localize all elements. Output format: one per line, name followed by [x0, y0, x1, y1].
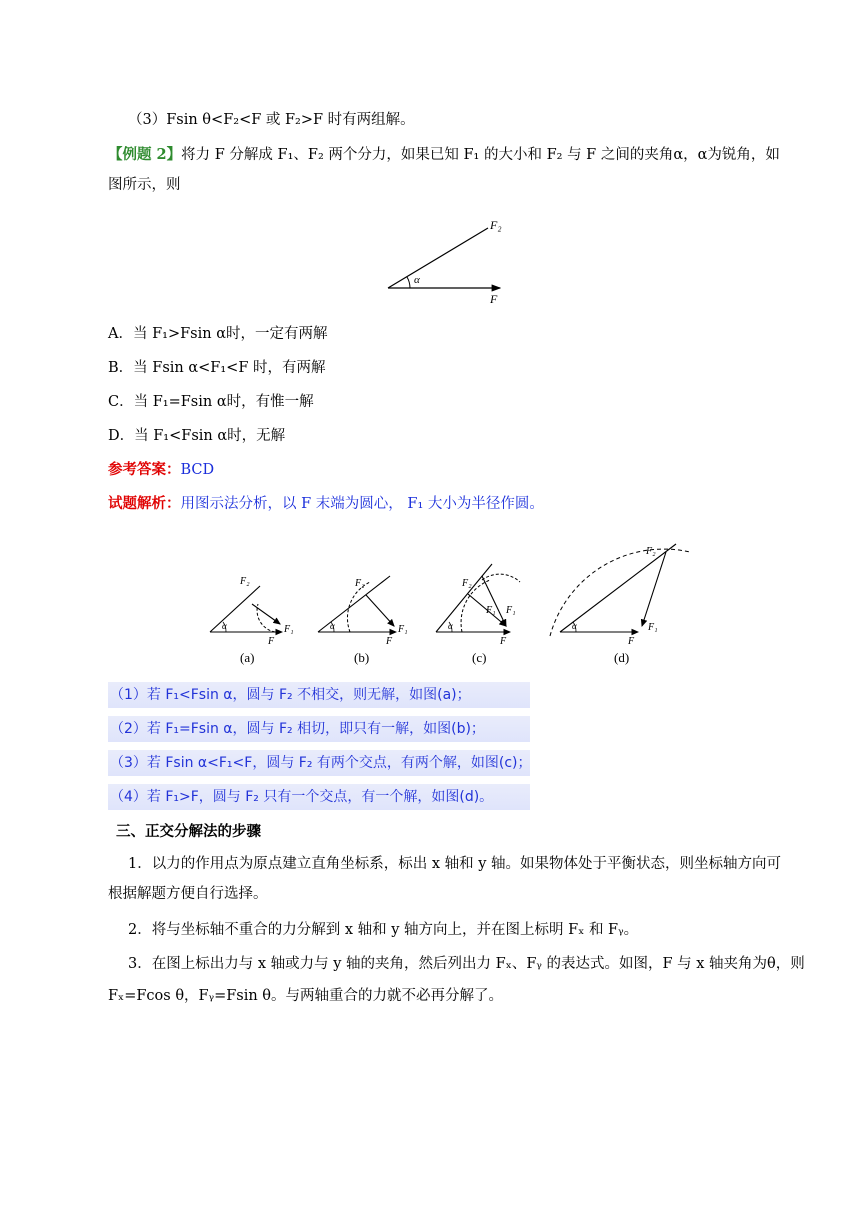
- svg-text:α: α: [330, 621, 335, 631]
- example-tag: 【例题 2】: [108, 146, 182, 163]
- svg-text:F₂: F₂: [240, 576, 250, 587]
- example-2-line2: 图所示，则: [108, 177, 181, 193]
- svg-text:F₁: F₁: [284, 624, 294, 635]
- line-condition-3: （3）Fsin θ<F₂<F 或 F₂>F 时有两组解。: [128, 112, 415, 128]
- svg-text:F₂: F₂: [355, 578, 365, 589]
- section-heading: 三、正交分解法的步骤: [116, 824, 261, 840]
- option-a: A．当 F₁>Fsin α时，一定有两解: [108, 326, 328, 342]
- svg-text:F: F: [268, 636, 275, 647]
- analysis-value: 用图示法分析，以 F 末端为圆心， F₁ 大小为半径作圆。: [180, 496, 544, 512]
- svg-text:F₁: F₁: [648, 622, 658, 633]
- figure-b: [318, 576, 408, 665]
- label-d: (d): [614, 650, 630, 665]
- alpha-arc: [407, 277, 410, 288]
- svg-text:F₁: F₁: [506, 605, 516, 616]
- figure-d: [550, 544, 690, 665]
- svg-text:α: α: [222, 621, 227, 631]
- svg-text:α: α: [448, 621, 453, 631]
- step-1-line2: 根据解题方便自行选择。: [108, 886, 268, 902]
- f2-line: [388, 228, 488, 288]
- example-text-1: 将力 F 分解成 F₁、F₂ 两个分力，如果已知 F₁ 的大小和 F₂ 与 F 之间的夹角α，α为锐角，如: [181, 147, 780, 163]
- analysis-label: 试题解析：: [108, 495, 181, 512]
- f-label: F: [490, 292, 498, 306]
- angle-figure: [380, 212, 520, 308]
- label-c: (c): [472, 650, 487, 665]
- analysis-line: [108, 494, 544, 514]
- svg-text:F: F: [500, 636, 507, 647]
- case-1: （1）若 F₁<Fsin α，圆与 F₂ 不相交，则无解，如图(a)；: [108, 682, 530, 708]
- solution-figures: [200, 536, 700, 670]
- svg-text:F₁: F₁: [486, 605, 496, 616]
- option-d: D．当 F₁<Fsin α时，无解: [108, 428, 286, 444]
- f2-label: F₂: [490, 218, 502, 232]
- case-4: （4）若 F₁>F，圆与 F₂ 只有一个交点，有一个解，如图(d)。: [108, 784, 530, 810]
- figure-c: [436, 564, 520, 665]
- svg-text:F₂: F₂: [646, 546, 656, 557]
- answer-label: 参考答案：: [108, 461, 181, 478]
- svg-text:F: F: [628, 636, 635, 647]
- option-b: B．当 Fsin α<F₁<F 时，有两解: [108, 360, 326, 376]
- answer-line: [108, 460, 214, 480]
- svg-text:F₁: F₁: [398, 624, 408, 635]
- step-3-line1: 3．在图上标出力与 x 轴或力与 y 轴的夹角，然后列出力 Fₓ、Fᵧ 的表达式。如图，F 与 x 轴夹角为θ，则: [128, 956, 805, 972]
- alpha-label: α: [414, 274, 420, 286]
- svg-text:α: α: [572, 621, 577, 631]
- example-2-line1: [108, 145, 780, 165]
- svg-text:F: F: [386, 636, 393, 647]
- svg-text:F₂: F₂: [462, 578, 472, 589]
- step-3-line2: Fₓ=Fcos θ，Fᵧ=Fsin θ。与两轴重合的力就不必再分解了。: [108, 988, 504, 1004]
- step-2: 2．将与坐标轴不重合的力分解到 x 轴和 y 轴方向上，并在图上标明 Fₓ 和 Fᵧ。: [128, 922, 639, 938]
- label-a: (a): [240, 650, 255, 665]
- label-b: (b): [354, 650, 370, 665]
- answer-value: BCD: [180, 462, 215, 478]
- step-1-line1: 1．以力的作用点为原点建立直角坐标系，标出 x 轴和 y 轴。如果物体处于平衡状态，则坐标轴方向可: [128, 856, 782, 872]
- figure-a: [210, 576, 294, 665]
- case-3: （3）若 Fsin α<F₁<F，圆与 F₂ 有两个交点，有两个解，如图(c)；: [108, 750, 530, 776]
- case-2: （2）若 F₁=Fsin α，圆与 F₂ 相切，即只有一解，如图(b)；: [108, 716, 530, 742]
- option-c: C．当 F₁=Fsin α时，有惟一解: [108, 394, 314, 410]
